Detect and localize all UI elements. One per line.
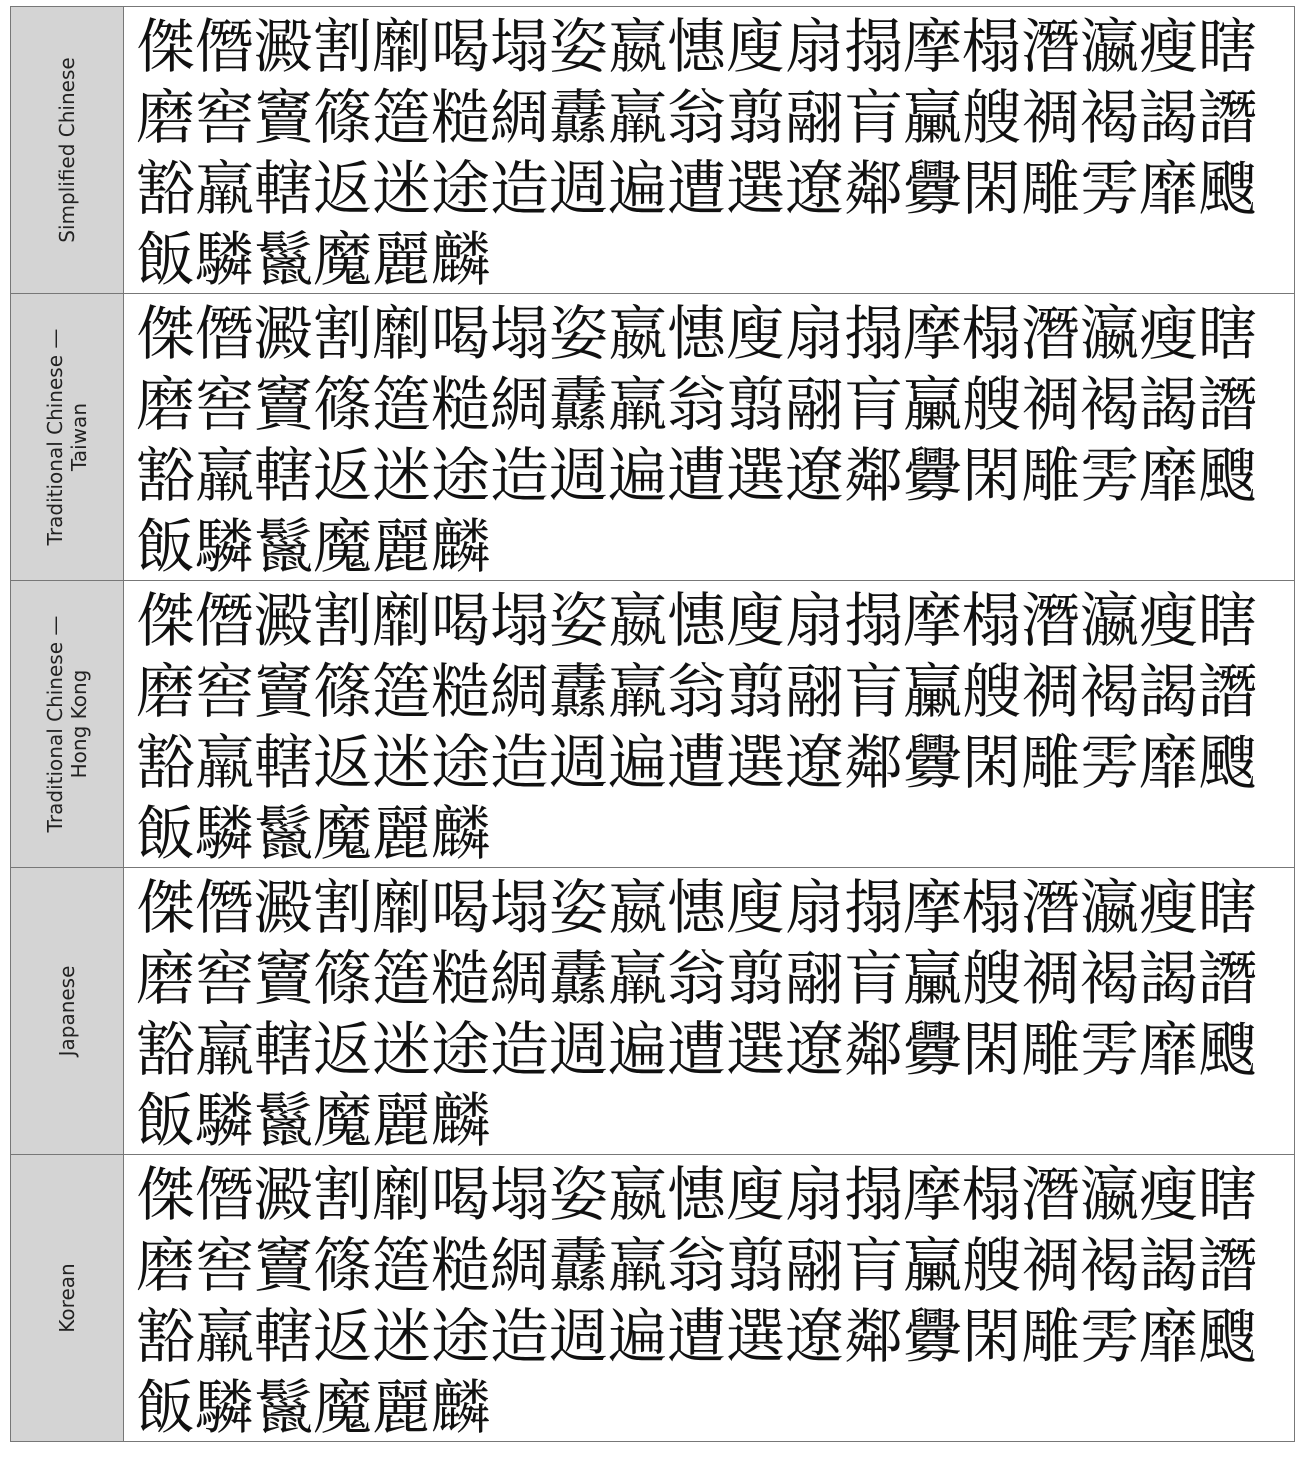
glyph-cell: [124, 868, 1295, 1154]
row-label: Traditional Chinese — Hong Kong: [43, 615, 91, 833]
row-label: Simplified Chinese: [55, 57, 79, 243]
table-row: [10, 581, 1295, 868]
glyph-sample-text: 傑僭澱割劘喝塌姿嬴憓廋扇搨摩榻潛瀛瘦瞎磨窖竇篠簉糙綢纛羸翁翦翮肓臝艘裯褐謁譖豁羸轄返迷途造週遍遭選遼鄰釁閑雕雱靡颼飯驎鬣魔麗麟: [136, 12, 1258, 293]
glyph-comparison-table: [10, 6, 1295, 1442]
glyph-cell: [124, 1155, 1295, 1441]
row-label: Korean: [55, 1263, 79, 1333]
glyph-cell: [124, 294, 1295, 580]
table-row: [10, 7, 1295, 294]
row-label-cell: [10, 581, 124, 867]
table-row: [10, 294, 1295, 581]
row-label: Japanese: [55, 965, 79, 1057]
table-row: [10, 1155, 1295, 1442]
glyph-sample-text: 傑僭澱割劘喝塌姿嬴憓廋扇搨摩榻潛瀛瘦瞎磨窖竇篠簉糙綢纛羸翁翦翮肓臝艘裯褐謁譖豁羸轄返迷途造週遍遭選遼鄰釁閑雕雱靡颼飯驎鬣魔麗麟: [136, 299, 1258, 580]
glyph-sample-text: 傑僭澱割劘喝塌姿嬴憓廋扇搨摩榻潛瀛瘦瞎磨窖竇篠簉糙綢纛羸翁翦翮肓臝艘裯褐謁譖豁羸轄返迷途造週遍遭選遼鄰釁閑雕雱靡颼飯驎鬣魔麗麟: [136, 586, 1258, 867]
row-label: Traditional Chinese — Taiwan: [43, 328, 91, 546]
glyph-sample-text: 傑僭澱割劘喝塌姿嬴憓廋扇搨摩榻潛瀛瘦瞎磨窖竇篠簉糙綢纛羸翁翦翮肓臝艘裯褐謁譖豁羸轄返迷途造週遍遭選遼鄰釁閑雕雱靡颼飯驎鬣魔麗麟: [136, 1160, 1258, 1441]
glyph-cell: [124, 581, 1295, 867]
table-row: [10, 868, 1295, 1155]
glyph-cell: [124, 7, 1295, 293]
row-label-cell: [10, 294, 124, 580]
row-label-cell: [10, 1155, 124, 1441]
row-label-cell: [10, 7, 124, 293]
glyph-sample-text: 傑僭澱割劘喝塌姿嬴憓廋扇搨摩榻潛瀛瘦瞎磨窖竇篠簉糙綢纛羸翁翦翮肓臝艘裯褐謁譖豁羸轄返迷途造週遍遭選遼鄰釁閑雕雱靡颼飯驎鬣魔麗麟: [136, 873, 1258, 1154]
row-label-cell: [10, 868, 124, 1154]
